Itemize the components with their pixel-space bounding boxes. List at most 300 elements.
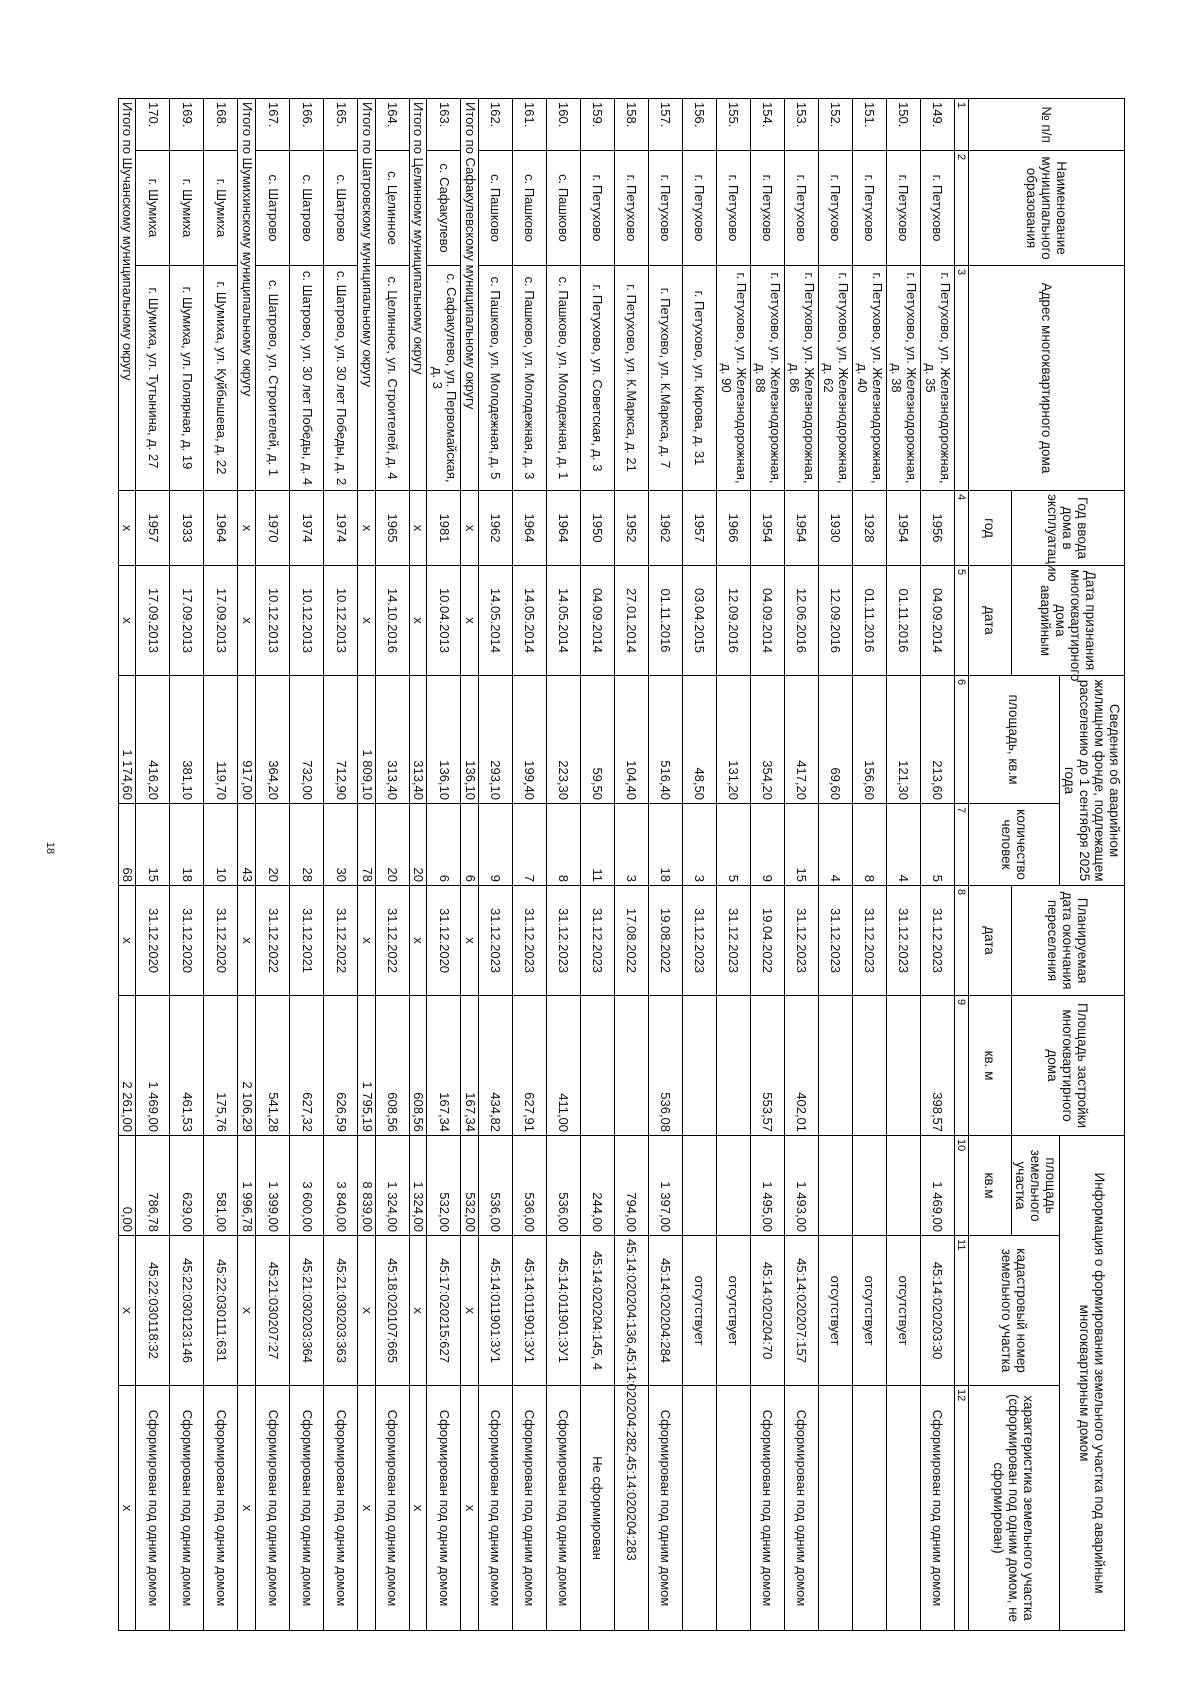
built-area-cell: 167,34 — [427, 996, 461, 1136]
year-built-cell: 1964 — [204, 491, 238, 566]
resettlement-area-cell: 293,10 — [478, 676, 512, 804]
built-area-cell: 541,28 — [256, 996, 290, 1136]
people-count-cell: 68 — [118, 804, 136, 886]
planned-date-cell: 31.12.2023 — [478, 886, 512, 996]
cadastral-number-cell: 45:18:020107:665 — [375, 1236, 409, 1386]
address-cell: г. Петухово, ул. Советская, д. 3 — [580, 266, 614, 491]
resettlement-area-cell: 213,60 — [920, 676, 954, 804]
land-character-cell: Не сформирован — [580, 1386, 614, 1631]
year-built-cell: 1962 — [478, 491, 512, 566]
land-character-cell — [818, 1386, 852, 1631]
people-count-cell: 11 — [580, 804, 614, 886]
land-character-cell: Сформирован под одним домом — [170, 1386, 204, 1631]
built-area-cell: 461,53 — [170, 996, 204, 1136]
emergency-date-cell: 17.09.2013 — [170, 566, 204, 676]
land-character-cell: x — [238, 1386, 256, 1631]
built-area-cell — [614, 996, 648, 1136]
built-area-cell — [852, 996, 886, 1136]
table-row — [375, 99, 409, 1631]
address-cell: с. Сафакулево, ул. Первомайская, д. 3 — [427, 266, 461, 491]
planned-date-cell: 31.12.2022 — [375, 886, 409, 996]
land-area-cell — [818, 1136, 852, 1236]
people-count-cell: 4 — [886, 804, 920, 886]
emergency-date-cell: 03.04.2015 — [682, 566, 716, 676]
emergency-date-cell: 01.11.2016 — [852, 566, 886, 676]
planned-date-cell: 31.12.2023 — [852, 886, 886, 996]
address-cell: г. Шумиха, ул. Тутынина, д. 27 — [136, 266, 170, 491]
municipality-cell: г. Шумиха — [136, 151, 170, 266]
year-built-cell: 1962 — [648, 491, 682, 566]
emergency-date-cell: 14.05.2014 — [546, 566, 580, 676]
municipality-cell: г. Петухово — [784, 151, 818, 266]
land-character-cell: x — [409, 1386, 427, 1631]
table-row — [818, 99, 852, 1631]
resettlement-area-cell: 417,20 — [784, 676, 818, 804]
cadastral-number-cell: отсутствует — [716, 1236, 750, 1386]
column-number: 9 — [954, 996, 968, 1136]
cadastral-number-cell: 45:14:020203:30 — [920, 1236, 954, 1386]
land-character-cell: Сформирован под одним домом — [375, 1386, 409, 1631]
cadastral-number-cell: отсутствует — [682, 1236, 716, 1386]
land-character-cell: Сформирован под одним домом — [648, 1386, 682, 1631]
people-count-cell: 15 — [784, 804, 818, 886]
land-character-cell — [716, 1386, 750, 1631]
year-built-cell: x — [409, 491, 427, 566]
emergency-date-cell: 17.09.2013 — [204, 566, 238, 676]
header-unit-area: площадь, кв.м — [968, 676, 1059, 804]
land-character-cell: Сформирован под одним домом — [512, 1386, 546, 1631]
people-count-cell: 6 — [427, 804, 461, 886]
table-row — [580, 99, 614, 1631]
header-address: Адрес многоквартирного дома — [968, 266, 1124, 491]
subtotal-row — [358, 99, 376, 1631]
column-number: 5 — [954, 566, 968, 676]
planned-date-cell: 17.08.2022 — [614, 886, 648, 996]
row-number: 167. — [256, 99, 290, 151]
header-year-built: Год ввода дома в эксплуатацию — [1011, 491, 1124, 566]
emergency-date-cell: 12.09.2016 — [716, 566, 750, 676]
year-built-cell: 1952 — [614, 491, 648, 566]
built-area-cell: 536,08 — [648, 996, 682, 1136]
land-area-cell: 1 495,00 — [750, 1136, 784, 1236]
planned-date-cell: 31.12.2020 — [136, 886, 170, 996]
resettlement-area-cell: 48,50 — [682, 676, 716, 804]
cadastral-number-cell: отсутствует — [852, 1236, 886, 1386]
land-area-cell — [682, 1136, 716, 1236]
address-cell: г. Петухово, ул. К.Маркса, д. 7 — [648, 266, 682, 491]
cadastral-number-cell: 45:22:030123:146 — [170, 1236, 204, 1386]
resettlement-area-cell: 313,40 — [375, 676, 409, 804]
people-count-cell: 3 — [682, 804, 716, 886]
address-cell: г. Петухово, ул. Кирова, д. 31 — [682, 266, 716, 491]
resettlement-area-cell: 199,40 — [512, 676, 546, 804]
land-area-cell: 1 397,00 — [648, 1136, 682, 1236]
header-unit-sqm2: кв.м — [968, 1136, 1011, 1236]
land-character-cell: Сформирован под одним домом — [920, 1386, 954, 1631]
cadastral-number-cell: 45:14:020204:145, 4 — [580, 1236, 614, 1386]
municipality-cell: с. Сафакулево — [427, 151, 461, 266]
land-area-cell: 536,00 — [546, 1136, 580, 1236]
people-count-cell: 28 — [290, 804, 324, 886]
planned-date-cell: 31.12.2022 — [324, 886, 358, 996]
planned-date-cell: 31.12.2023 — [512, 886, 546, 996]
year-built-cell: 1954 — [750, 491, 784, 566]
subtotal-label: Итого по Сафакулевскому муниципальному округу — [461, 99, 479, 491]
cadastral-number-cell: отсутствует — [886, 1236, 920, 1386]
cadastral-number-cell: 45:21:030203:364 — [290, 1236, 324, 1386]
planned-date-cell: 19.08.2022 — [648, 886, 682, 996]
year-built-cell: 1965 — [375, 491, 409, 566]
people-count-cell: 10 — [204, 804, 238, 886]
subtotal-label: Итого по Шумихинскому муниципальному округу — [238, 99, 256, 491]
year-built-cell: 1928 — [852, 491, 886, 566]
land-area-cell: 1 324,00 — [409, 1136, 427, 1236]
resettlement-area-cell: 131,20 — [716, 676, 750, 804]
planned-date-cell: 31.12.2023 — [546, 886, 580, 996]
cadastral-number-cell: 45:14:011901:3У1 — [512, 1236, 546, 1386]
emergency-date-cell: 01.11.2016 — [886, 566, 920, 676]
address-cell: г. Шумиха, ул. Куйбышева, д. 22 — [204, 266, 238, 491]
address-cell: с. Пашково, ул. Молодежная, д. 3 — [512, 266, 546, 491]
emergency-date-cell: 10.12.2013 — [290, 566, 324, 676]
row-number: 159. — [580, 99, 614, 151]
resettlement-area-cell: 223,30 — [546, 676, 580, 804]
municipality-cell: г. Петухово — [886, 151, 920, 266]
land-character-cell: x — [118, 1386, 136, 1631]
land-character-cell: Сформирован под одним домом — [256, 1386, 290, 1631]
row-number: 154. — [750, 99, 784, 151]
land-area-cell — [716, 1136, 750, 1236]
emergency-date-cell: 10.04.2013 — [427, 566, 461, 676]
emergency-date-cell: 17.09.2013 — [136, 566, 170, 676]
header-num: № п/п — [968, 99, 1124, 151]
built-area-cell: 1 469,00 — [136, 996, 170, 1136]
year-built-cell: 1966 — [716, 491, 750, 566]
table-row — [682, 99, 716, 1631]
planned-date-cell: 31.12.2023 — [716, 886, 750, 996]
header-land-area: площадь земельного участка — [1011, 1136, 1059, 1236]
land-character-cell — [886, 1386, 920, 1631]
cadastral-number-cell: 45:21:030207:27 — [256, 1236, 290, 1386]
header-land-character: характеристика земельного участка (сформирован под одним домом, не сформирован) — [968, 1386, 1059, 1631]
land-area-cell: 1 324,00 — [375, 1136, 409, 1236]
planned-date-cell: x — [358, 886, 376, 996]
built-area-cell — [682, 996, 716, 1136]
land-area-cell: 532,00 — [461, 1136, 479, 1236]
cadastral-number-cell: 45:14:020204:70 — [750, 1236, 784, 1386]
people-count-cell: 20 — [409, 804, 427, 886]
resettlement-area-cell: 121,30 — [886, 676, 920, 804]
land-character-cell: Сформирован под одним домом — [478, 1386, 512, 1631]
municipality-cell: с. Целинное — [375, 151, 409, 266]
land-area-cell: 1 996,78 — [238, 1136, 256, 1236]
header-unit-people: количество человек — [968, 804, 1059, 886]
people-count-cell: 9 — [478, 804, 512, 886]
municipality-cell: г. Шумиха — [204, 151, 238, 266]
year-built-cell: 1974 — [324, 491, 358, 566]
built-area-cell: 626,59 — [324, 996, 358, 1136]
people-count-cell: 20 — [375, 804, 409, 886]
resettlement-area-cell: 364,20 — [256, 676, 290, 804]
built-area-cell: 167,34 — [461, 996, 479, 1136]
resettlement-area-cell: 136,10 — [461, 676, 479, 804]
people-count-cell: 8 — [852, 804, 886, 886]
row-number: 166. — [290, 99, 324, 151]
year-built-cell: 1981 — [427, 491, 461, 566]
land-character-cell — [852, 1386, 886, 1631]
land-area-cell: 1 493,00 — [784, 1136, 818, 1236]
header-unit-date2: дата — [968, 886, 1011, 996]
municipality-cell: г. Петухово — [920, 151, 954, 266]
column-number: 11 — [954, 1236, 968, 1386]
people-count-cell: 8 — [546, 804, 580, 886]
cadastral-number-cell: x — [461, 1236, 479, 1386]
table-row — [750, 99, 784, 1631]
cadastral-number-cell: 45:14:011901:3У1 — [478, 1236, 512, 1386]
land-area-cell — [852, 1136, 886, 1236]
emergency-date-cell: 01.11.2016 — [648, 566, 682, 676]
header-resettlement-info: Сведения об аварийном жилищном фонде, подлежащем расселению до 1 сентября 2025 года — [1060, 676, 1125, 886]
cadastral-number-cell: 45:22:030118:32 — [136, 1236, 170, 1386]
planned-date-cell: x — [118, 886, 136, 996]
row-number: 162. — [478, 99, 512, 151]
emergency-date-cell: 14.05.2014 — [478, 566, 512, 676]
emergency-date-cell: 04.09.2014 — [920, 566, 954, 676]
row-number: 157. — [648, 99, 682, 151]
people-count-cell: 18 — [648, 804, 682, 886]
emergency-date-cell: x — [409, 566, 427, 676]
column-number: 8 — [954, 886, 968, 996]
year-built-cell: x — [118, 491, 136, 566]
planned-date-cell: 31.12.2023 — [682, 886, 716, 996]
municipality-cell: г. Шумиха — [170, 151, 204, 266]
year-built-cell: 1933 — [170, 491, 204, 566]
people-count-cell: 9 — [750, 804, 784, 886]
row-number: 156. — [682, 99, 716, 151]
built-area-cell: 398,57 — [920, 996, 954, 1136]
municipality-cell: г. Петухово — [716, 151, 750, 266]
built-area-cell: 175,76 — [204, 996, 238, 1136]
rotated-table-wrapper — [104, 98, 1125, 1630]
resettlement-area-cell: 1 174,60 — [118, 676, 136, 804]
address-cell: г. Шумиха, ул. Полярная, д. 19 — [170, 266, 204, 491]
municipality-cell: г. Петухово — [682, 151, 716, 266]
header-land-info: Информация о формировании земельного участка под аварийным многоквартирным домом — [1060, 1136, 1125, 1631]
land-area-cell: 3 600,00 — [290, 1136, 324, 1236]
built-area-cell: 2 261,00 — [118, 996, 136, 1136]
cadastral-number-cell: x — [409, 1236, 427, 1386]
header-planned-date: Планируемая дата окончания переселения — [1011, 886, 1124, 996]
cadastral-number-cell: 45:22:030111:631 — [204, 1236, 238, 1386]
people-count-cell: 78 — [358, 804, 376, 886]
header-unit-sqm: кв. м — [968, 996, 1011, 1136]
row-number: 161. — [512, 99, 546, 151]
emergency-date-cell: 14.10.2016 — [375, 566, 409, 676]
address-cell: с. Пашково, ул. Молодежная, д. 1 — [546, 266, 580, 491]
cadastral-number-cell: 45:21:030203:363 — [324, 1236, 358, 1386]
planned-date-cell: 31.12.2023 — [886, 886, 920, 996]
land-area-cell: 244,00 — [580, 1136, 614, 1236]
header-unit-date: дата — [968, 566, 1011, 676]
land-area-cell: 3 840,00 — [324, 1136, 358, 1236]
subtotal-row — [238, 99, 256, 1631]
subtotal-row — [409, 99, 427, 1631]
year-built-cell: 1974 — [290, 491, 324, 566]
column-number: 12 — [954, 1386, 968, 1631]
year-built-cell: 1956 — [920, 491, 954, 566]
land-character-cell: Сформирован под одним домом — [784, 1386, 818, 1631]
planned-date-cell: 31.12.2021 — [290, 886, 324, 996]
row-number: 149. — [920, 99, 954, 151]
planned-date-cell: 31.12.2023 — [784, 886, 818, 996]
year-built-cell: x — [358, 491, 376, 566]
land-area-cell: 536,00 — [512, 1136, 546, 1236]
municipality-cell: г. Петухово — [852, 151, 886, 266]
emergency-date-cell: 12.09.2016 — [818, 566, 852, 676]
table-row — [648, 99, 682, 1631]
resettlement-area-cell: 416,20 — [136, 676, 170, 804]
subtotal-label: Итого по Целинному муниципальному округу — [409, 99, 427, 491]
row-number: 164. — [375, 99, 409, 151]
emergency-date-cell: 04.09.2014 — [750, 566, 784, 676]
planned-date-cell: 19.04.2022 — [750, 886, 784, 996]
row-number: 170. — [136, 99, 170, 151]
emergency-housing-table — [118, 98, 1125, 1631]
emergency-date-cell: 04.09.2014 — [580, 566, 614, 676]
planned-date-cell: 31.12.2020 — [170, 886, 204, 996]
emergency-date-cell: x — [358, 566, 376, 676]
table-row — [614, 99, 648, 1631]
cadastral-number-cell: отсутствует — [818, 1236, 852, 1386]
cadastral-number-cell: x — [238, 1236, 256, 1386]
address-cell: с. Шатрово, ул. 30 лет Победы, д. 4 — [290, 266, 324, 491]
land-area-cell: 629,00 — [170, 1136, 204, 1236]
people-count-cell: 15 — [136, 804, 170, 886]
built-area-cell — [716, 996, 750, 1136]
emergency-date-cell: 27.01.2014 — [614, 566, 648, 676]
year-built-cell: 1930 — [818, 491, 852, 566]
resettlement-area-cell: 1 809,10 — [358, 676, 376, 804]
row-number: 163. — [427, 99, 461, 151]
built-area-cell — [886, 996, 920, 1136]
planned-date-cell: x — [238, 886, 256, 996]
year-built-cell: 1970 — [256, 491, 290, 566]
land-character-cell: Сформирован под одним домом — [324, 1386, 358, 1631]
column-number: 1 — [954, 99, 968, 151]
cadastral-number-cell: 45:14:020204:284 — [648, 1236, 682, 1386]
municipality-cell: г. Петухово — [750, 151, 784, 266]
people-count-cell: 4 — [818, 804, 852, 886]
people-count-cell: 30 — [324, 804, 358, 886]
cadastral-number-cell: 45:17:020215:627 — [427, 1236, 461, 1386]
built-area-cell: 627,91 — [512, 996, 546, 1136]
land-area-cell: 581,00 — [204, 1136, 238, 1236]
column-number: 10 — [954, 1136, 968, 1236]
year-built-cell: 1954 — [784, 491, 818, 566]
resettlement-area-cell: 516,40 — [648, 676, 682, 804]
year-built-cell: 1950 — [580, 491, 614, 566]
table-row — [478, 99, 512, 1631]
land-area-cell: 532,00 — [427, 1136, 461, 1236]
built-area-cell: 2 106,29 — [238, 996, 256, 1136]
address-cell: г. Петухово, ул. Железнодорожная, д. 38 — [886, 266, 920, 491]
row-number: 153. — [784, 99, 818, 151]
municipality-cell: с. Шатрово — [290, 151, 324, 266]
municipality-cell: с. Пашково — [478, 151, 512, 266]
row-number: 169. — [170, 99, 204, 151]
land-area-cell: 794,00 — [614, 1136, 648, 1236]
address-cell: г. Петухово, ул. Железнодорожная, д. 86 — [784, 266, 818, 491]
resettlement-area-cell: 119,70 — [204, 676, 238, 804]
planned-date-cell: 31.12.2023 — [818, 886, 852, 996]
address-cell: с. Шатрово, ул. 30 лет Победы, д. 2 — [324, 266, 358, 491]
people-count-cell: 7 — [512, 804, 546, 886]
table-row — [256, 99, 290, 1631]
subtotal-label: Итого по Шатровскому муниципальному округу — [358, 99, 376, 491]
address-cell: с. Целинное, ул. Строителей, д. 4 — [375, 266, 409, 491]
resettlement-area-cell: 136,10 — [427, 676, 461, 804]
land-character-cell: Сформирован под одним домом — [546, 1386, 580, 1631]
emergency-date-cell: 12.06.2016 — [784, 566, 818, 676]
table-row — [546, 99, 580, 1631]
municipality-cell: с. Пашково — [512, 151, 546, 266]
built-area-cell — [818, 996, 852, 1136]
subtotal-row — [461, 99, 479, 1631]
header-unit-year: год — [968, 491, 1011, 566]
column-numbers-row — [954, 99, 968, 1631]
address-cell: г. Петухово, ул. К.Маркса, д. 21 — [614, 266, 648, 491]
land-character-cell: Сформирован под одним домом — [750, 1386, 784, 1631]
municipality-cell: г. Петухово — [614, 151, 648, 266]
address-cell: г. Петухово, ул. Железнодорожная, д. 62 — [818, 266, 852, 491]
emergency-date-cell: 14.05.2014 — [512, 566, 546, 676]
land-character-cell: Сформирован под одним домом — [290, 1386, 324, 1631]
header-municipality: Наименование муниципального образования — [968, 151, 1124, 266]
resettlement-area-cell: 104,40 — [614, 676, 648, 804]
column-number: 3 — [954, 266, 968, 491]
header-cadastral: кадастровый номер земельного участка — [968, 1236, 1059, 1386]
emergency-date-cell: x — [118, 566, 136, 676]
address-cell: г. Петухово, ул. Железнодорожная, д. 88 — [750, 266, 784, 491]
planned-date-cell: x — [409, 886, 427, 996]
header-built-area: Площадь застройки многоквартирного дома — [1011, 996, 1124, 1136]
resettlement-area-cell: 917,00 — [238, 676, 256, 804]
built-area-cell — [580, 996, 614, 1136]
land-character-cell: x — [461, 1386, 479, 1631]
planned-date-cell: 31.12.2022 — [256, 886, 290, 996]
address-cell: г. Петухово, ул. Железнодорожная, д. 90 — [716, 266, 750, 491]
municipality-cell: с. Пашково — [546, 151, 580, 266]
municipality-cell: с. Шатрово — [324, 151, 358, 266]
table-row — [716, 99, 750, 1631]
people-count-cell: 6 — [461, 804, 479, 886]
people-count-cell: 18 — [170, 804, 204, 886]
cadastral-number-cell: x — [118, 1236, 136, 1386]
built-area-cell: 553,57 — [750, 996, 784, 1136]
built-area-cell: 627,32 — [290, 996, 324, 1136]
table-row — [784, 99, 818, 1631]
land-area-cell: 8 839,00 — [358, 1136, 376, 1236]
built-area-cell: 434,82 — [478, 996, 512, 1136]
row-number: 151. — [852, 99, 886, 151]
municipality-cell: г. Петухово — [648, 151, 682, 266]
built-area-cell: 402,01 — [784, 996, 818, 1136]
table-row — [920, 99, 954, 1631]
land-area-cell: 786,78 — [136, 1136, 170, 1236]
planned-date-cell: 31.12.2020 — [427, 886, 461, 996]
land-area-cell — [886, 1136, 920, 1236]
row-number: 160. — [546, 99, 580, 151]
